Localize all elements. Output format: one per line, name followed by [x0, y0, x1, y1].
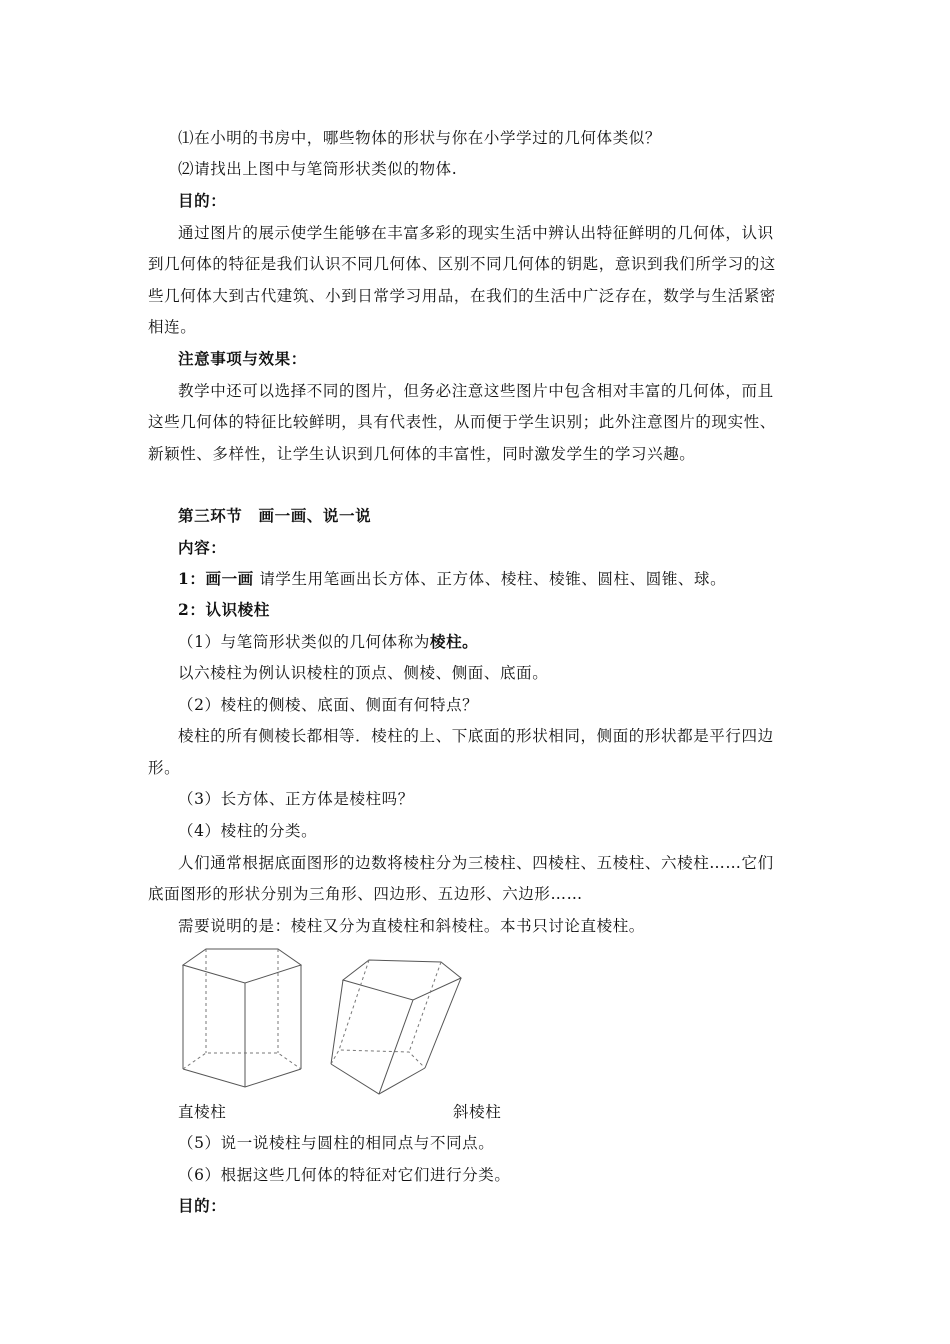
oblique-prism-figure	[329, 952, 469, 1098]
point-4-line: 底面图形的形状分别为三角形、四边形、五边形、六边形……	[148, 885, 583, 903]
point-5: （5）说一说棱柱与圆柱的相同点与不同点。	[178, 1134, 495, 1152]
purpose-line: 通过图片的展示使学生能够在丰富多彩的现实生活中辨认出特征鲜明的几何体，认识	[178, 224, 774, 242]
notes-heading: 注意事项与效果：	[178, 349, 307, 368]
point-6: （6）根据这些几何体的特征对它们进行分类。	[178, 1166, 511, 1184]
purpose-heading: 目的：	[178, 191, 227, 210]
item-1	[178, 568, 726, 590]
point-3: （3）长方体、正方体是棱柱吗？	[178, 790, 414, 808]
item-1-text: 请学生用笔画出长方体、正方体、棱柱、棱锥、圆柱、圆锥、球。	[253, 570, 727, 588]
point-1-text: （1）与笔筒形状类似的几何体称为	[178, 633, 430, 651]
point-1-detail: 以六棱柱为例认识棱柱的顶点、侧棱、侧面、底面。	[178, 664, 549, 682]
purpose-line: 相连。	[148, 318, 197, 336]
section-title: 第三环节 画一画、说一说	[178, 506, 372, 525]
content-label: 内容：	[178, 538, 227, 557]
notes-line: 教学中还可以选择不同的图片，但务必注意这些图片中包含相对丰富的几何体，而且	[178, 382, 774, 400]
notes-line: 新颖性、多样性，让学生认识到几何体的丰富性，同时激发学生的学习兴趣。	[148, 445, 696, 463]
point-1-term: 棱柱。	[429, 632, 479, 651]
point-1	[178, 631, 478, 653]
question-1: ⑴在小明的书房中，哪些物体的形状与你在小学学过的几何体类似？	[178, 129, 662, 147]
purpose-line: 到几何体的特征是我们认识不同几何体、区别不同几何体的钥匙，意识到我们所学习的这	[148, 255, 776, 273]
point-4-note: 需要说明的是：棱柱又分为直棱柱和斜棱柱。本书只讨论直棱柱。	[178, 917, 645, 935]
right-prism-figure	[178, 946, 308, 1092]
point-2-answer: 形。	[148, 759, 181, 777]
right-prism-label: 直棱柱	[178, 1103, 227, 1121]
purpose-heading-2: 目的：	[178, 1196, 227, 1215]
item-1-label: 1：画一画	[178, 569, 254, 588]
point-2: （2）棱柱的侧棱、底面、侧面有何特点？	[178, 696, 479, 714]
notes-line: 这些几何体的特征比较鲜明，具有代表性，从而便于学生识别；此外注意图片的现实性、	[148, 413, 776, 431]
point-2-answer: 棱柱的所有侧棱长都相等．棱柱的上、下底面的形状相同，侧面的形状都是平行四边	[178, 727, 774, 745]
point-4: （4）棱柱的分类。	[178, 822, 318, 840]
point-4-line: 人们通常根据底面图形的边数将棱柱分为三棱柱、四棱柱、五棱柱、六棱柱……它们	[178, 854, 774, 872]
question-2: ⑵请找出上图中与笔筒形状类似的物体.	[178, 160, 458, 178]
item-2-label: 2：认识棱柱	[178, 600, 270, 619]
purpose-line: 些几何体大到古代建筑、小到日常学习用品，在我们的生活中广泛存在，数学与生活紧密	[148, 287, 776, 305]
oblique-prism-label: 斜棱柱	[453, 1103, 502, 1121]
